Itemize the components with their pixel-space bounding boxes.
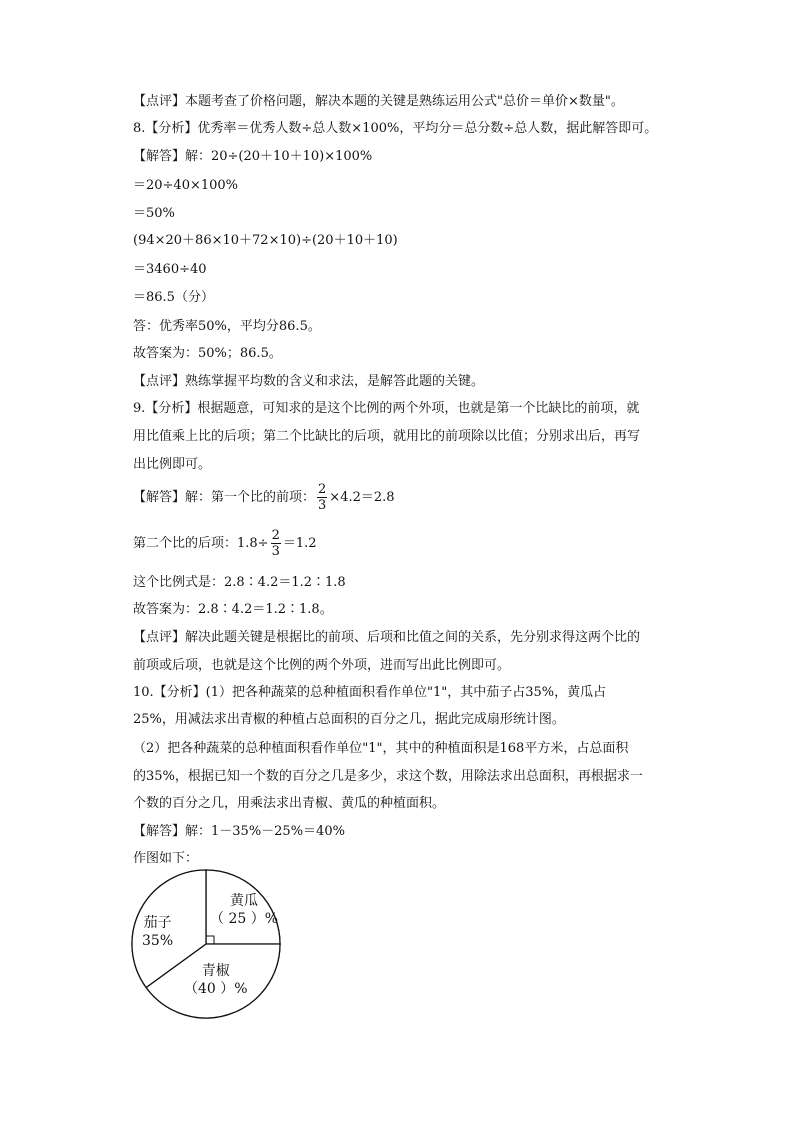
q8-answer-line-3: ＝50% [133, 206, 175, 221]
pie-label-name: 茄子 [143, 915, 172, 931]
fraction-numerator: 2 [271, 528, 280, 543]
q9-answer-line-2-suffix: ＝1.2 [282, 536, 317, 551]
q8-analysis: 8.【分析】优秀率＝优秀人数÷总人数×100%，平均分＝总分数÷总人数，据此解答即可。 [133, 121, 658, 136]
q9-answer-line-2-prefix: 第二个比的后项：1.8÷ [133, 536, 269, 551]
q8-answer-line-4: (94×20＋86×10＋72×10)÷(20＋10＋10) [133, 233, 398, 248]
q8-comment: 【点评】熟练掌握平均数的含义和求法，是解答此题的关键。 [133, 374, 485, 389]
q9-proportion: 这个比例式是：2.8∶4.2＝1.2∶1.8 [133, 575, 346, 590]
q8-reply: 答：优秀率50%，平均分86.5。 [133, 319, 321, 334]
q10-analysis-line-3: （2）把各种蔬菜的总种植面积看作单位"1"，其中的种植面积是168平方米，占总面积 [133, 741, 629, 756]
q10-answer: 【解答】解：1－35%－25%＝40% [133, 824, 345, 839]
q10-analysis-line-4: 的35%，根据已知一个数的百分之几是多少，求这个数，用除法求出总面积，再根据求一 [133, 769, 643, 784]
q8-answer-line-2: ＝20÷40×100% [133, 178, 239, 193]
pie-chart [130, 868, 282, 1020]
q8-answer-line-6: ＝86.5（分） [133, 290, 214, 305]
q9-analysis-line-1: 9.【分析】根据题意，可知求的是这个比例的两个外项，也就是第一个比缺比的前项，就 [133, 401, 640, 416]
q10-draw-note: 作图如下： [133, 851, 199, 866]
pie-label-name: 黄瓜 [230, 893, 259, 909]
q9-answer-line-2 [133, 528, 317, 560]
q9-analysis-line-3: 出比例即可。 [133, 457, 212, 472]
pie-label-percent: （ 25 ）% [210, 911, 279, 927]
q9-answer-line-1-suffix: ×4.2＝2.8 [329, 490, 395, 505]
pie-label-eggplant [142, 914, 173, 950]
fraction-two-thirds [317, 482, 327, 513]
fraction-numerator: 2 [318, 482, 327, 497]
q9-answer-line-1 [133, 482, 395, 514]
q10-analysis-line-1: 10.【分析】(1）把各种蔬菜的总种植面积看作单位"1"，其中茄子占35%，黄瓜占 [133, 685, 607, 700]
q10-analysis-line-2: 25%，用减法求出青椒的种植占总面积的百分之几，据此完成扇形统计图。 [133, 712, 565, 727]
q9-answer-line-1-prefix: 【解答】解：第一个比的前项： [133, 490, 316, 505]
pie-label-cucumber [210, 892, 278, 928]
q9-final-answer: 故答案为：2.8∶4.2＝1.2∶1.8。 [133, 602, 333, 617]
q9-comment-line-2: 前项或后项，也就是这个比例的两个外项，进而写出此比例即可。 [133, 658, 511, 673]
q8-final-answer: 故答案为：50%；86.5。 [133, 346, 282, 361]
pie-label-percent: 35% [142, 933, 174, 949]
pie-label-name: 青椒 [201, 963, 230, 979]
pie-label-percent: （40 ）% [184, 981, 248, 997]
comment-line-1: 【点评】本题考查了价格问题，解决本题的关键是熟练运用公式"总价＝单价×数量"。 [133, 94, 624, 109]
q10-analysis-line-5: 个数的百分之几，用乘法求出青椒、黄瓜的种植面积。 [133, 796, 446, 811]
fraction-two-thirds [271, 528, 281, 559]
q8-answer-line-5: ＝3460÷40 [133, 262, 207, 277]
q9-comment-line-1: 【点评】解决此题关键是根据比的前项、后项和比值之间的关系，先分别求得这两个比的 [133, 630, 641, 645]
pie-label-pepper [184, 962, 248, 998]
q8-answer-line-1: 【解答】解：20÷(20＋10＋10)×100% [133, 149, 373, 164]
fraction-denominator: 3 [271, 544, 280, 559]
fraction-denominator: 3 [318, 498, 327, 513]
q9-analysis-line-2: 用比值乘上比的后项；第二个比缺比的后项，就用比的前项除以比值；分别求出后，再写 [133, 429, 641, 444]
